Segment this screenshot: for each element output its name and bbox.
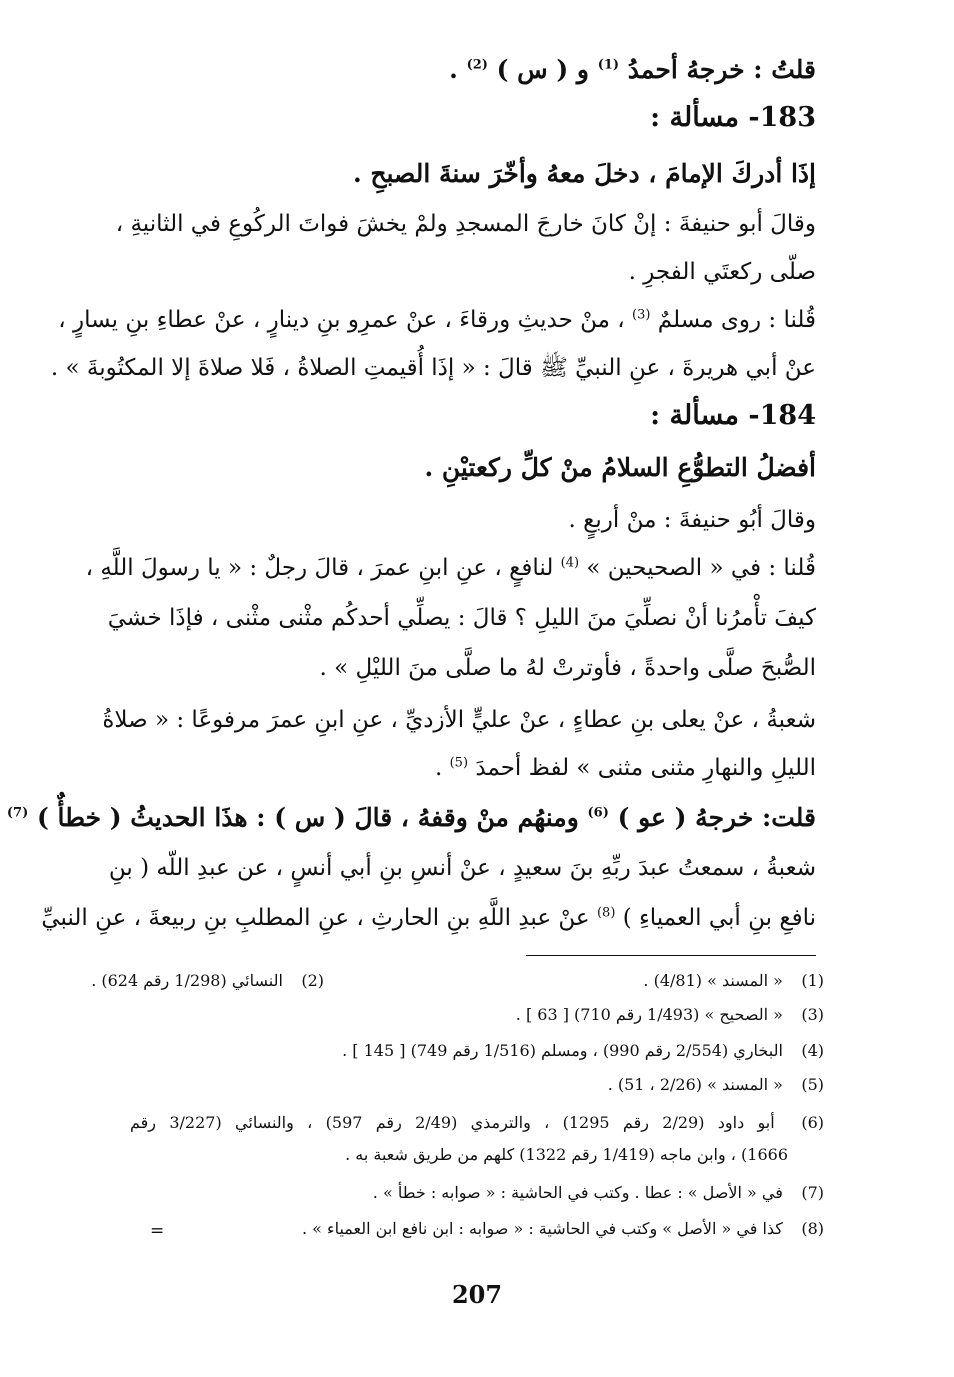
footnote-ref[interactable]: (7) [6,805,29,821]
section-heading: 183- مسألة : [650,102,816,133]
footnote [130,1038,824,1064]
footnote-number: (8) [801,1219,824,1238]
line-segment: لنافعٍ ، عنِ ابنِ عمرَ ، قالَ رجلٌ : « يا رسولَ اللَّهِ ، [85,555,554,581]
text-line: شعبةُ ، سمعتُ عبدَ ربِّهِ بنَ سعيدٍ ، عنْ أنسِ بنِ أبي أنسٍ ، عن عبدِ اللّه ( بنِ [108,855,816,881]
footnote [130,1002,824,1028]
footnote-divider [526,955,816,956]
text-line: وقالَ أبُو حنيفةَ : منْ أربعٍ . [568,507,816,533]
text-line [41,900,816,936]
footnote-number: (7) [801,1183,824,1202]
footnote [91,968,824,994]
footnote-text: « الصحيح » (1/493 رقم 710) [ 63 ] . [515,1005,783,1024]
footnote-number: (5) [801,1075,824,1094]
line-segment: قُلنا : في « الصحيحين » [586,555,816,581]
footnote-ref[interactable]: (3) [632,307,651,323]
issue-statement: إذَا أدركَ الإمامَ ، دخلَ معهُ وأخّرَ سنةَ الصبحِ . [352,159,816,188]
footnote [130,1216,824,1242]
text-line: وقالَ أبو حنيفةَ : إنْ كانَ خارجَ المسجدِ ولمْ يخشَ فواتَ الركُوعِ في الثانيةِ ، [115,211,816,237]
issue-statement: أفضلُ التطوُّعِ السلامُ منْ كلِّ ركعتيْنِ . [424,453,816,482]
line-segment: قُلنا : روى مسلمٌ [657,307,816,333]
line-segment: ، منْ حديثِ ورقاءَ ، عنْ عمرِو بنِ دينارٍ ، عنْ عطاءِ بنِ يسارٍ ، [58,307,625,333]
footnote-number: (1) [801,971,824,990]
footnote-number: (3) [801,1005,824,1024]
footnote [91,968,324,994]
text-line: الصُّبحَ صلَّى واحدةً ، فأوترتْ لهُ ما صلَّى منَ الليْلِ » . [319,655,816,681]
line-segment: قلتُ : خرجهُ أحمدُ [627,55,816,84]
footnote-ref[interactable]: (6) [587,805,609,821]
text-line: الليلِ والنهارِ مثنى مثنى » لفظ أحمدَ $^{(5)}$ . [434,755,816,781]
text-line [58,302,816,338]
footnote-number: (4) [801,1041,824,1060]
page-number: 207 [451,1280,503,1309]
text-line [6,800,816,836]
footnote-number: (6) [801,1113,825,1132]
footnote-text: البخاري (2/554 رقم 990) ، ومسلم (1/516 رقم 749) [ 145 ] . [342,1041,783,1060]
line-segment: و ( س ) [496,55,589,84]
footnote-text: « المسند » (2/26 ، 51) . [607,1075,783,1094]
footnote-ref[interactable]: (2) [466,57,488,73]
text-line: عنْ أبي هريرةَ ، عنِ النبيِّ ﷺ قالَ : « إذَا أُقيمتِ الصلاةُ ، فَلا صلاةَ إلا المكتُوبةَ » . [50,355,816,381]
text-line [85,550,816,586]
text-line: كيفَ تأْمرُنا أنْ نصلِّيَ منَ الليلِ ؟ قالَ : يصلِّي أحدكُم مثْنى مثْنى ، فإذَا خشيَ [107,605,816,631]
continuation-mark: = [150,1221,165,1241]
footnote-ref[interactable]: (1) [597,57,620,73]
text-line: صلّى ركعتَي الفجرِ . [628,259,816,285]
footnote-text: أبو داود (2/29 رقم 1295) ، والترمذي (2/49 رقم 597) ، والنسائي (3/227 رقم [130,1113,775,1132]
footnote-ref[interactable]: (8) [596,905,616,921]
text-line: شعبةُ ، عنْ يعلى بنِ عطاءٍ ، عنْ عليٍّ الأزديِّ ، عنِ ابنِ عمرَ مرفوعًا : « صلاةُ [102,707,816,733]
line-segment: عنْ عبدِ اللَّهِ بنِ الحارثِ ، عنِ المطلبِ بنِ ربيعةَ ، عنِ النبيِّ [41,905,590,931]
footnote [130,1072,824,1098]
line-segment: ومنهُم منْ وقفهُ ، قالَ ( س ) : هذَا الحديثُ ( خطأٌ ) [36,803,579,832]
footnote-ref[interactable]: (5) [449,755,469,771]
line-segment: قلت: خرجهُ ( عو ) [617,803,816,832]
footnote [130,1180,824,1206]
footnote-ref[interactable]: (4) [560,555,580,571]
text-line: قلتُ : خرجهُ أحمدُ $^{(1)}$ و ( س ) $^{(2)}$ . [449,55,816,84]
line-segment: نافعِ بنِ أبي العمياءِ ) [622,905,816,931]
section-heading: 184- مسألة : [650,400,816,431]
footnote-continuation: 1666) ، وابن ماجه (1/419 رقم 1322) كلهم من طريق شعبة به . [345,1145,788,1164]
footnote-text: النسائي (1/298 رقم 624) . [91,971,283,990]
footnote-text: كذا في « الأصل » وكتب في الحاشية : « صوابه : ابن نافع ابن العمياء » . [302,1219,783,1238]
footnote-number: (2) [301,971,324,990]
footnote-text: في « الأصل » : عطا . وكتب في الحاشية : « صوابه : خطأ » . [372,1183,783,1202]
line-segment: الليلِ والنهارِ مثنى مثنى » لفظ أحمدَ [475,755,816,781]
footnote-text: « المسند » (4/81) . [643,971,783,990]
footnote [130,1110,824,1136]
